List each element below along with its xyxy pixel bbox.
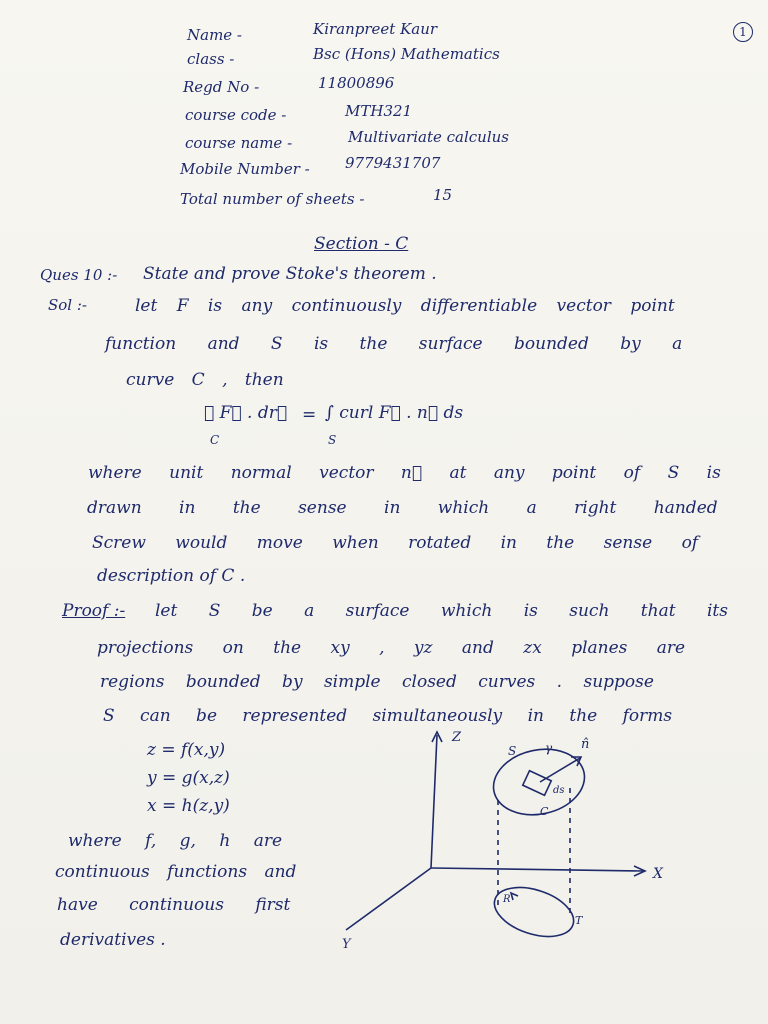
proof-closing-line: have continuous first [57, 895, 291, 915]
section-title: Section - C [314, 234, 409, 254]
course-code-value: MTH321 [345, 102, 413, 120]
name-label: Name - [187, 26, 243, 44]
proof-line: S can be represented simultaneously in the forms [103, 706, 673, 726]
name-value: Kiranpreet Kaur [313, 20, 438, 38]
proof-equation: y = g(x,z) [147, 768, 230, 788]
solution-line: function and S is the surface bounded by a [105, 334, 683, 354]
region-arrow [511, 893, 518, 900]
surface-s [487, 741, 590, 823]
proof-closing-line: derivatives . [60, 930, 166, 950]
label-gamma: γ [545, 741, 553, 755]
solution-line: let F is any continuously differentiable vector point [135, 296, 675, 316]
label-n: n̂ [581, 737, 590, 752]
course-name-value: Multivariate calculus [348, 128, 510, 146]
solution-after-line: where unit normal vector n⃗ at any point of S is [88, 463, 721, 483]
question-label: Ques 10 :- [40, 266, 118, 284]
solution-after-line: description of C . [97, 566, 246, 586]
label-t: T [575, 914, 583, 927]
solution-line: curve C , then [126, 370, 284, 390]
proof-equation: x = h(z,y) [147, 796, 230, 816]
axis-x-label: X [653, 866, 663, 882]
formula-subscript-c: C [210, 433, 220, 447]
x-axis-line [431, 868, 643, 871]
class-value: Bsc (Hons) Mathematics [313, 45, 500, 63]
formula-equals: = [302, 405, 317, 425]
formula-rhs: ∫ curl F⃗ . n⃗ ds [325, 403, 464, 423]
axis-z-label: Z [452, 730, 462, 745]
proof-label: Proof :- [62, 601, 126, 621]
label-r: R [503, 894, 511, 905]
proof-equation: z = f(x,y) [147, 740, 226, 760]
axis-y-label: Y [342, 937, 351, 952]
proof-closing-line: where f, g, h are [68, 831, 283, 851]
label-s: S [508, 744, 517, 758]
proof-line: projections on the xy , yz and zx planes are [97, 638, 686, 658]
label-ds: ds [553, 785, 565, 796]
regd-value: 11800896 [318, 74, 395, 92]
regd-label: Regd No - [183, 78, 260, 96]
solution-after-line: Screw would move when rotated in the sense of [92, 533, 699, 553]
question-text: State and prove Stoke's theorem . [143, 264, 437, 284]
proof-line: regions bounded by simple closed curves . suppose [100, 672, 654, 692]
solution-label: Sol :- [48, 296, 87, 314]
course-name-label: course name - [185, 134, 293, 152]
mobile-value: 9779431707 [345, 154, 441, 172]
surface-element-ds [523, 771, 552, 796]
y-axis-line [346, 868, 431, 930]
normal-vector [540, 758, 580, 782]
proof-line: let S be a surface which is such that its [155, 601, 728, 621]
formula-subscript-s: S [328, 433, 337, 447]
formula-lhs: ∮ F⃗ . dr⃗ [204, 403, 288, 423]
label-c: C [540, 805, 549, 818]
sheets-value: 15 [433, 186, 453, 204]
region-r [488, 878, 580, 945]
mobile-label: Mobile Number - [180, 160, 310, 178]
course-code-label: course code - [185, 106, 287, 124]
proof-closing-line: continuous functions and [55, 862, 297, 882]
z-axis-line [431, 735, 437, 868]
class-label: class - [187, 50, 235, 68]
page-number: 1 [733, 22, 753, 42]
solution-after-line: drawn in the sense in which a right handed [87, 498, 718, 518]
sheets-label: Total number of sheets - [180, 190, 365, 208]
